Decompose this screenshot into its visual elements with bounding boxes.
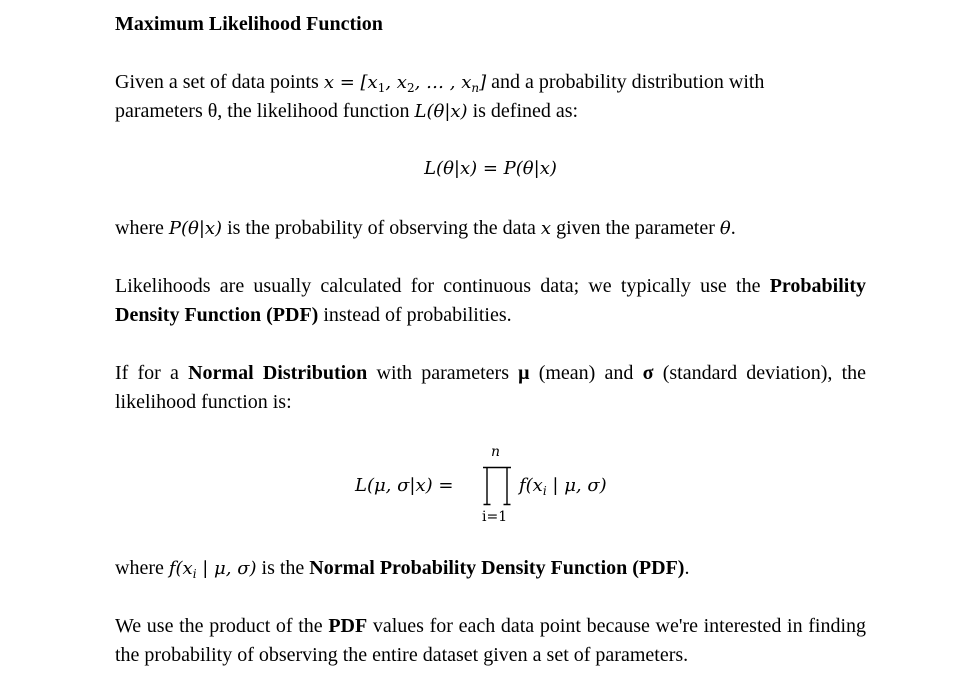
bold-mu: μ: [518, 362, 530, 384]
pdf-definition-line: [115, 554, 866, 589]
intro-text: Given a set of data points: [115, 71, 324, 93]
text: with parameters: [367, 362, 519, 384]
math-sub: i: [542, 484, 547, 498]
text: .: [730, 217, 736, 239]
text: is the: [256, 557, 310, 579]
math-part: | μ, σ): [546, 475, 607, 496]
normal-distribution-paragraph: [115, 359, 866, 417]
product-rationale-paragraph: [115, 612, 866, 670]
math-sub: 2: [406, 81, 415, 95]
intro-text: parameters θ, the likelihood function: [115, 100, 415, 122]
bold-normal-pdf: Normal Probability Density Function (PDF): [309, 557, 685, 579]
math-part: ]: [479, 72, 487, 93]
math-part: | μ, σ): [196, 558, 257, 579]
math-part: , … , x: [414, 72, 472, 93]
text: where: [115, 557, 169, 579]
pdf-paragraph: [115, 272, 866, 330]
likelihood-equation: L(θ|x) = P(θ|x): [424, 158, 557, 179]
math-part: , x: [385, 72, 407, 93]
intro-text: is defined as:: [467, 100, 579, 122]
text: Likelihoods are usually calculated for continuous data; we typically use the: [115, 275, 770, 297]
math-theta: θ: [719, 218, 731, 239]
normal-likelihood-equation: [355, 440, 655, 530]
math-part: x = [x: [323, 72, 378, 93]
math-part: f(x: [168, 558, 193, 579]
math-likelihood: L(θ|x): [414, 101, 468, 122]
document-title: Maximum Likelihood Function: [115, 13, 383, 35]
math-probability: P(θ|x): [168, 218, 223, 239]
likelihood-explanation: [115, 214, 866, 243]
bold-normal-distribution: Normal Distribution: [188, 362, 368, 384]
math-sub: i: [192, 567, 197, 581]
text: values for each data point because we're interested in finding the probability of observing the entire dataset given a set of parameters.: [115, 615, 866, 666]
text: is the probability of observing the data: [222, 217, 541, 239]
text: We use the product of the: [115, 615, 329, 637]
text: .: [684, 557, 690, 579]
bold-pdf-term: Probability Density Function (PDF): [115, 275, 866, 326]
text: where: [115, 217, 169, 239]
product-symbol-icon: [482, 466, 512, 506]
text: If for a: [115, 362, 189, 384]
math-data-points: [324, 72, 486, 93]
math-f: [169, 558, 257, 579]
intro-text: and a probability distribution with: [486, 71, 765, 93]
intro-line-2: [115, 97, 866, 126]
text: given the parameter: [551, 217, 720, 239]
equation-lhs: L(μ, σ|x) =: [355, 475, 454, 496]
bold-pdf: PDF: [328, 615, 368, 637]
product-lower-limit: i=1: [482, 509, 508, 525]
math-sub: n: [471, 81, 480, 95]
bold-sigma: σ: [642, 362, 654, 384]
math-part: f(x: [519, 475, 543, 496]
math-x: x: [540, 218, 552, 239]
text: instead of probabilities.: [318, 304, 512, 326]
equation-rhs: [519, 471, 607, 506]
text: (standard deviation), the likelihood function is:: [115, 362, 867, 413]
product-upper-limit: n: [491, 444, 501, 460]
text: (mean) and: [529, 362, 643, 384]
math-sub: 1: [377, 81, 386, 95]
